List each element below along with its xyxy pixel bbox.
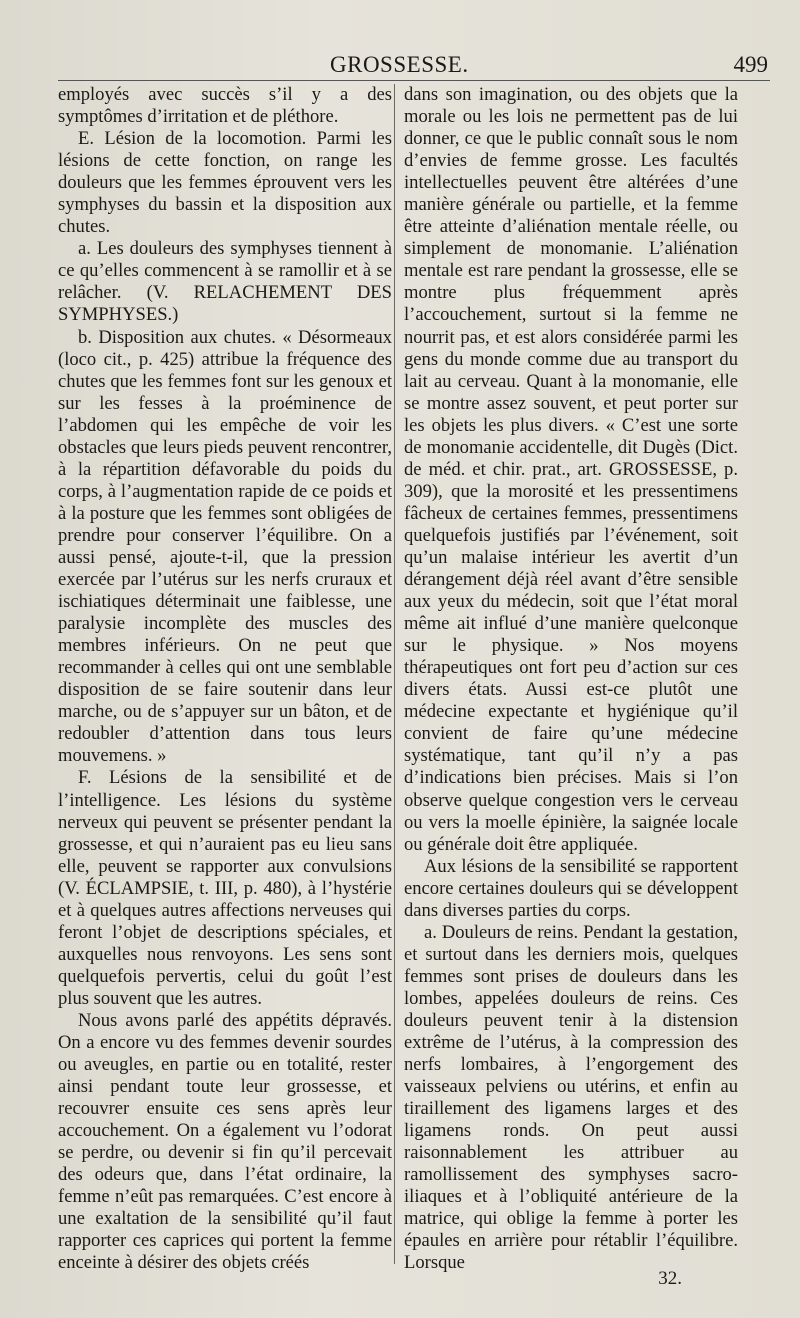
left-column [58,84,392,1275]
paragraph: Aux lésions de la sensibilité se rapportent encore certaines douleurs qui se développent dans diverses parties du corps. [404,855,738,921]
paragraph: F. Lésions de la sensibilité et de l’intelligence. Les lésions du système nerveux qui peuvent se présenter pendant la grossesse, et qui n’auraient pas eu lieu sans elle, peuvent se rapporter aux convulsions (V. ÉCLAMPSIE, t. III, p. 480), à l’hystérie et à quelques autres affections nerveuses qui feront l’objet de descriptions spéciales, et auxquelles nous renvoyons. Les sens sont quelquefois pervertis, celui du goût l’est plus souvent que les autres. [58,767,392,1009]
page-header [0,48,800,82]
page-number: 499 [733,52,768,77]
running-title: GROSSESSE. [330,52,469,77]
paragraph: E. Lésion de la locomotion. Parmi les lésions de cette fonction, on range les douleurs que les femmes éprouvent vers les symphyses du bassin et la disposition aux chutes. [58,128,392,238]
header-rule [58,80,770,81]
paragraph: a. Douleurs de reins. Pendant la gestation, et surtout dans les derniers mois, quelques femmes sont prises de douleurs dans les lombes, appelées douleurs de reins. Ces douleurs peuvent tenir à la distension extrême de l’utérus, à la compression des nerfs lombaires, à l’engorgement des vaisseaux pelviens ou utérins, et enfin au tiraillement des ligamens larges et des ligamens ronds. On peut aussi raisonnablement les attribuer au ramollissement des symphyses sacro-iliaques et à l’obliquité antérieure de la matrice, qui oblige la femme à porter les épaules en arrière pour rétablir l’équilibre. Lorsque [404,921,738,1274]
right-column-text [404,84,738,1275]
paragraph: Nous avons parlé des appétits dépravés. On a encore vu des femmes devenir sourdes ou aveugles, en partie ou en totalité, rester ainsi pendant toute leur grossesse, et recouvrer ensuite ces sens après leur accouchement. On a également vu l’odorat se perdre, ou devenir si fin qu’il percevait des odeurs que, dans l’état ordinaire, la femme n’eût pas remarquées. C’est encore à une exaltation de la sensibilité qu’il faut rapporter ces caprices qui portent la femme enceinte à désirer des objets créés [58,1009,392,1274]
signature-mark: 32. [658,1268,682,1289]
left-column-text [58,84,392,1275]
paragraph: b. Disposition aux chutes. « Désormeaux (loco cit., p. 425) attribue la fréquence des chutes que les femmes font sur les genoux et sur les fesses à la proéminence de l’abdomen qui les empêche de voir les obstacles que leurs pieds peuvent rencontrer, à la répartition défavorable du poids du corps, à l’augmentation rapide de ce poids et à la posture que les femmes sont obligées de prendre pour conserver l’équilibre. On a aussi pensé, ajoute-t-il, que la pression exercée par l’utérus sur les nerfs cruraux et ischiatiques déterminait une faiblesse, une paralysie incomplète des muscles des membres inférieurs. On ne peut que recommander à celles qui ont une semblable disposition de se faire soutenir dans leur marche, ou de s’appuyer sur un bâton, et de redoubler d’attention dans tous leurs mouvemens. » [58,326,392,767]
paragraph: employés avec succès s’il y a des symptômes d’irritation et de pléthore. [58,84,392,128]
paragraph: dans son imagination, ou des objets que la morale ou les lois ne permettent pas de lui donner, ce que le public connaît sous le nom d’envies de femme grosse. Les facultés intellectuelles peuvent être altérées d’une manière générale ou partielle, et la femme être atteinte d’aliénation mentale réelle, ou simplement de monomanie. L’aliénation mentale est rare pendant la grossesse, elle se montre plus fréquemment après l’accouchement, surtout si la femme ne nourrit pas, et est alors considérée parmi les gens du monde comme due au transport du lait au cerveau. Quant à la monomanie, elle se montre assez souvent, et peut porter sur les objets les plus divers. « C’est une sorte de monomanie accidentelle, dit Dugès (Dict. de méd. et chir. prat., art. GROSSESSE, p. 309), que la morosité et les pressentimens fâcheux de certaines femmes, pressentimens quelquefois justifiés par l’événement, soit qu’un malaise intérieur les avertit d’un dérangement déjà réel avant d’être sensible aux yeux du médecin, soit que l’état moral même ait influé d’une manière quelconque sur le physique. » Nos moyens thérapeutiques ont fort peu d’action sur ces divers états. Aussi est-ce plutôt une médecine expectante et hygiénique qu’il convient de faire qu’une médecine systématique, tant qu’il n’y a pas d’indications bien précises. Mais si l’on observe quelque congestion vers le cerveau ou vers la moelle épinière, la saignée locale ou générale doit être appliquée. [404,84,738,855]
paragraph: a. Les douleurs des symphyses tiennent à ce qu’elles commencent à se ramollir et à se relâcher. (V. RELACHEMENT DES SYMPHYSES.) [58,238,392,326]
right-column [404,84,738,1275]
column-divider [394,84,395,1264]
